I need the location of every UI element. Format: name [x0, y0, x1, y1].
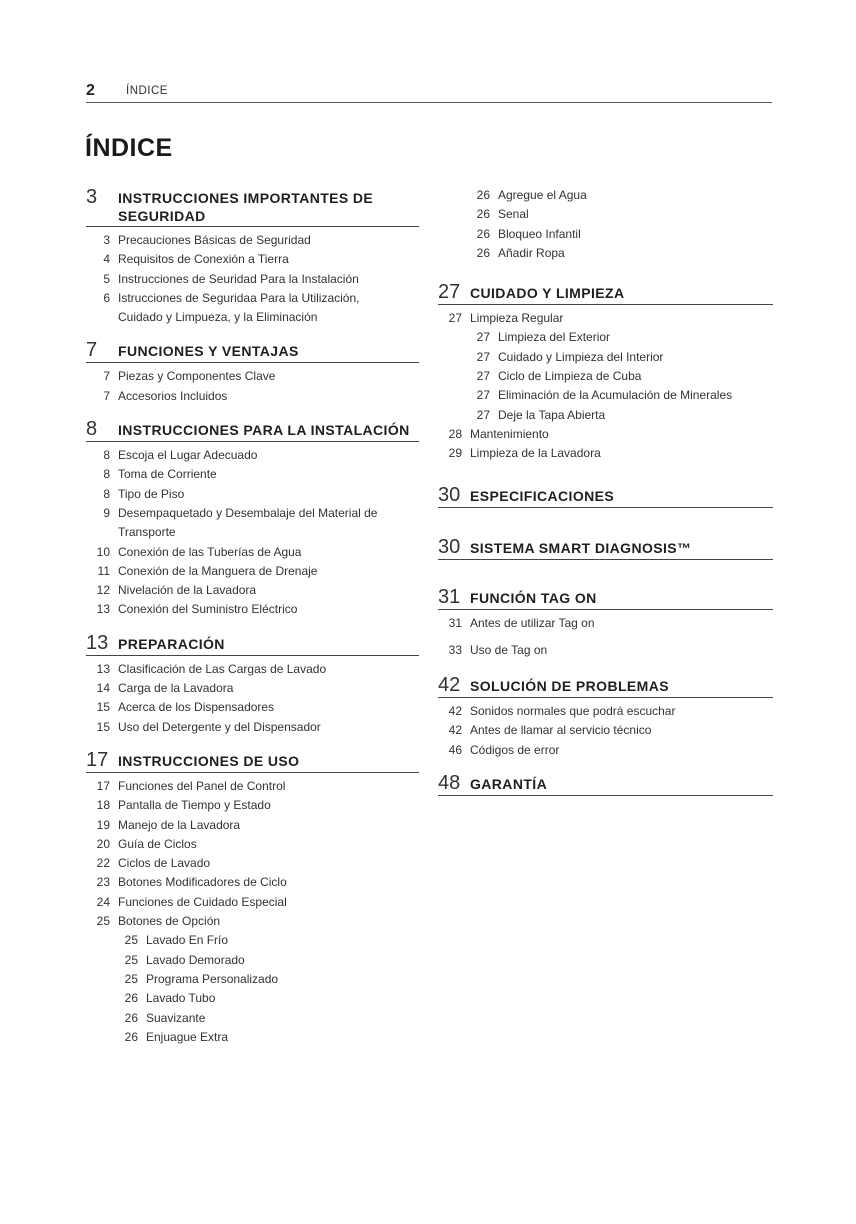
toc-entry[interactable]: 42 Antes de llamar al servicio técnico — [448, 723, 652, 738]
toc-entry[interactable]: 12 Nivelación de la Lavadora — [96, 583, 257, 598]
toc-subentry[interactable]: 27 Ciclo de Limpieza de Cuba — [476, 369, 642, 384]
toc-entry[interactable]: 13 Conexión del Suministro Eléctrico — [96, 602, 298, 617]
toc-section-header[interactable] — [438, 536, 773, 560]
page-header — [86, 82, 772, 103]
toc-section — [438, 281, 773, 463]
toc-entry[interactable]: 14 Carga de la Lavadora — [96, 681, 234, 696]
page-title: ÍNDICE — [85, 134, 173, 162]
toc-subentry[interactable]: 27 Limpieza del Exterior — [476, 330, 611, 345]
section-title: FUNCIONES Y VENTAJAS — [118, 343, 299, 360]
toc-section-header[interactable] — [86, 749, 419, 773]
toc-entry[interactable]: 8 Toma de Corriente — [103, 467, 217, 482]
section-page-number: 30 — [438, 535, 461, 558]
section-page-number: 7 — [86, 339, 98, 362]
toc-section — [438, 772, 773, 796]
section-title: ESPECIFICACIONES — [470, 487, 615, 504]
section-title: FUNCIÓN TAG ON — [470, 589, 597, 606]
toc-subentry[interactable]: 27 Cuidado y Limpieza del Interior — [476, 349, 664, 364]
toc-subentry[interactable]: 26 Bloqueo Infantil — [476, 226, 581, 241]
toc-subentry[interactable]: 27 Eliminación de la Acumulación de Minerales — [476, 388, 733, 403]
toc-section — [86, 632, 419, 737]
toc-section-header[interactable] — [438, 484, 773, 508]
toc-entry-continued[interactable]: Cuidado y Limpueza, y la Eliminación — [118, 310, 318, 325]
section-page-number: 48 — [438, 772, 461, 795]
toc-section — [438, 674, 773, 760]
section-title: INSTRUCCIONES DE USO — [118, 752, 300, 769]
toc-subentry[interactable]: 26 Senal — [476, 207, 529, 222]
toc-entry[interactable]: 42 Sonidos normales que podrá escuchar — [448, 704, 676, 719]
toc-section — [438, 536, 773, 560]
section-title: SISTEMA SMART DIAGNOSIS™ — [470, 539, 692, 556]
toc-section — [86, 339, 419, 406]
toc-entry[interactable]: 15 Uso del Detergente y del Dispensador — [96, 719, 321, 734]
page-number: 2 — [86, 82, 95, 99]
section-title: INSTRUCCIONES PARA LA INSTALACIÓN — [118, 422, 410, 439]
section-page-number: 27 — [438, 281, 461, 304]
toc-entry[interactable]: 27 Limpieza Regular — [448, 311, 564, 326]
section-title: INSTRUCCIONES IMPORTANTES DE SEGURIDAD — [118, 190, 374, 224]
toc-section-header[interactable] — [438, 674, 773, 698]
toc-subentry[interactable]: 26 Suavizante — [124, 1010, 206, 1025]
toc-section-header[interactable] — [438, 586, 773, 610]
toc-entry[interactable]: 24 Funciones de Cuidado Especial — [96, 894, 287, 909]
toc-entry[interactable]: 8 Escoja el Lugar Adecuado — [103, 448, 258, 463]
section-page-number: 3 — [86, 186, 98, 208]
section-page-number: 42 — [438, 674, 461, 697]
section-title: CUIDADO Y LIMPIEZA — [470, 285, 625, 302]
toc-entry[interactable]: 18 Pantalla de Tiempo y Estado — [96, 798, 271, 813]
toc-entry[interactable]: 46 Códigos de error — [448, 742, 560, 757]
toc-entry[interactable]: 9 Desempaquetado y Desembalaje del Material de — [103, 505, 378, 520]
toc-subentry[interactable]: 25 Lavado Demorado — [124, 952, 245, 967]
toc-left-column — [86, 186, 419, 1047]
toc-right-column — [438, 186, 773, 796]
toc-entry[interactable]: 28 Mantenimiento — [448, 426, 549, 441]
section-page-number: 17 — [86, 748, 109, 771]
toc-subentry[interactable]: 25 Lavado En Frío — [124, 933, 229, 948]
toc-section-header[interactable] — [86, 339, 419, 363]
section-title: PREPARACIÓN — [118, 635, 225, 652]
toc-section-header[interactable] — [86, 186, 419, 227]
toc-entry[interactable]: 5 Instrucciones de Seuridad Para la Instalación — [103, 271, 359, 286]
toc-entry[interactable]: 31 Antes de utilizar Tag on — [448, 615, 595, 630]
toc-section — [438, 586, 773, 661]
toc-entry[interactable]: 7 Piezas y Componentes Clave — [103, 369, 276, 384]
toc-subentry[interactable]: 26 Lavado Tubo — [124, 991, 216, 1006]
toc-entry[interactable]: 3 Precauciones Básicas de Seguridad — [103, 233, 311, 247]
toc-subentry[interactable]: 26 Agregue el Agua — [476, 188, 587, 202]
toc-entry[interactable]: 8 Tipo de Piso — [103, 486, 185, 501]
toc-section — [86, 749, 419, 1047]
toc-entry[interactable]: 22 Ciclos de Lavado — [96, 856, 211, 871]
toc-section — [86, 186, 419, 327]
toc-entry[interactable]: 29 Limpieza de la Lavadora — [448, 446, 601, 461]
toc-section-header[interactable] — [86, 632, 419, 656]
toc-entry-continued[interactable]: Transporte — [118, 525, 176, 540]
section-title: GARANTÍA — [470, 776, 548, 793]
section-title: SOLUCIÓN DE PROBLEMAS — [470, 678, 669, 695]
toc-subentry[interactable]: 27 Deje la Tapa Abierta — [476, 407, 606, 422]
toc-subentry[interactable]: 26 Enjuague Extra — [124, 1029, 229, 1044]
toc-entry[interactable]: 13 Clasificación de Las Cargas de Lavado — [96, 661, 327, 676]
toc-entry[interactable]: 11 Conexión de la Manguera de Drenaje — [97, 563, 318, 578]
section-page-number: 13 — [86, 631, 109, 654]
toc-section — [86, 418, 419, 620]
section-page-number: 31 — [438, 585, 461, 608]
toc-entry[interactable]: 17 Funciones del Panel de Control — [96, 778, 286, 793]
toc-entry[interactable]: 10 Conexión de las Tuberías de Agua — [96, 544, 302, 559]
toc-section — [438, 484, 773, 508]
toc-section-header[interactable] — [86, 418, 419, 442]
toc-entry[interactable]: 20 Guía de Ciclos — [96, 836, 197, 851]
toc-entry[interactable]: 19 Manejo de la Lavadora — [96, 817, 241, 832]
toc-section-header[interactable] — [438, 281, 773, 305]
toc-entry[interactable]: 33 Uso de Tag on — [448, 642, 548, 657]
toc-entry[interactable]: 7 Accesorios Incluidos — [103, 388, 228, 403]
toc-subentry[interactable]: 26 Añadir Ropa — [476, 245, 565, 260]
toc-subentry[interactable]: 25 Programa Personalizado — [124, 971, 279, 986]
section-page-number: 30 — [438, 483, 461, 506]
toc-entry[interactable]: 4 Requisitos de Conexión a Tierra — [103, 252, 289, 267]
toc-entry[interactable]: 6 Istrucciones de Seguridaa Para la Utilización, — [103, 290, 360, 305]
toc-entry[interactable]: 23 Botones Modificadores de Ciclo — [96, 875, 287, 890]
toc-section-header[interactable] — [438, 772, 773, 796]
toc-entry[interactable]: 15 Acerca de los Dispensadores — [96, 700, 275, 715]
running-title: ÍNDICE — [126, 85, 168, 97]
section-page-number: 8 — [86, 418, 98, 441]
toc-entry[interactable]: 25 Botones de Opción — [96, 914, 221, 929]
